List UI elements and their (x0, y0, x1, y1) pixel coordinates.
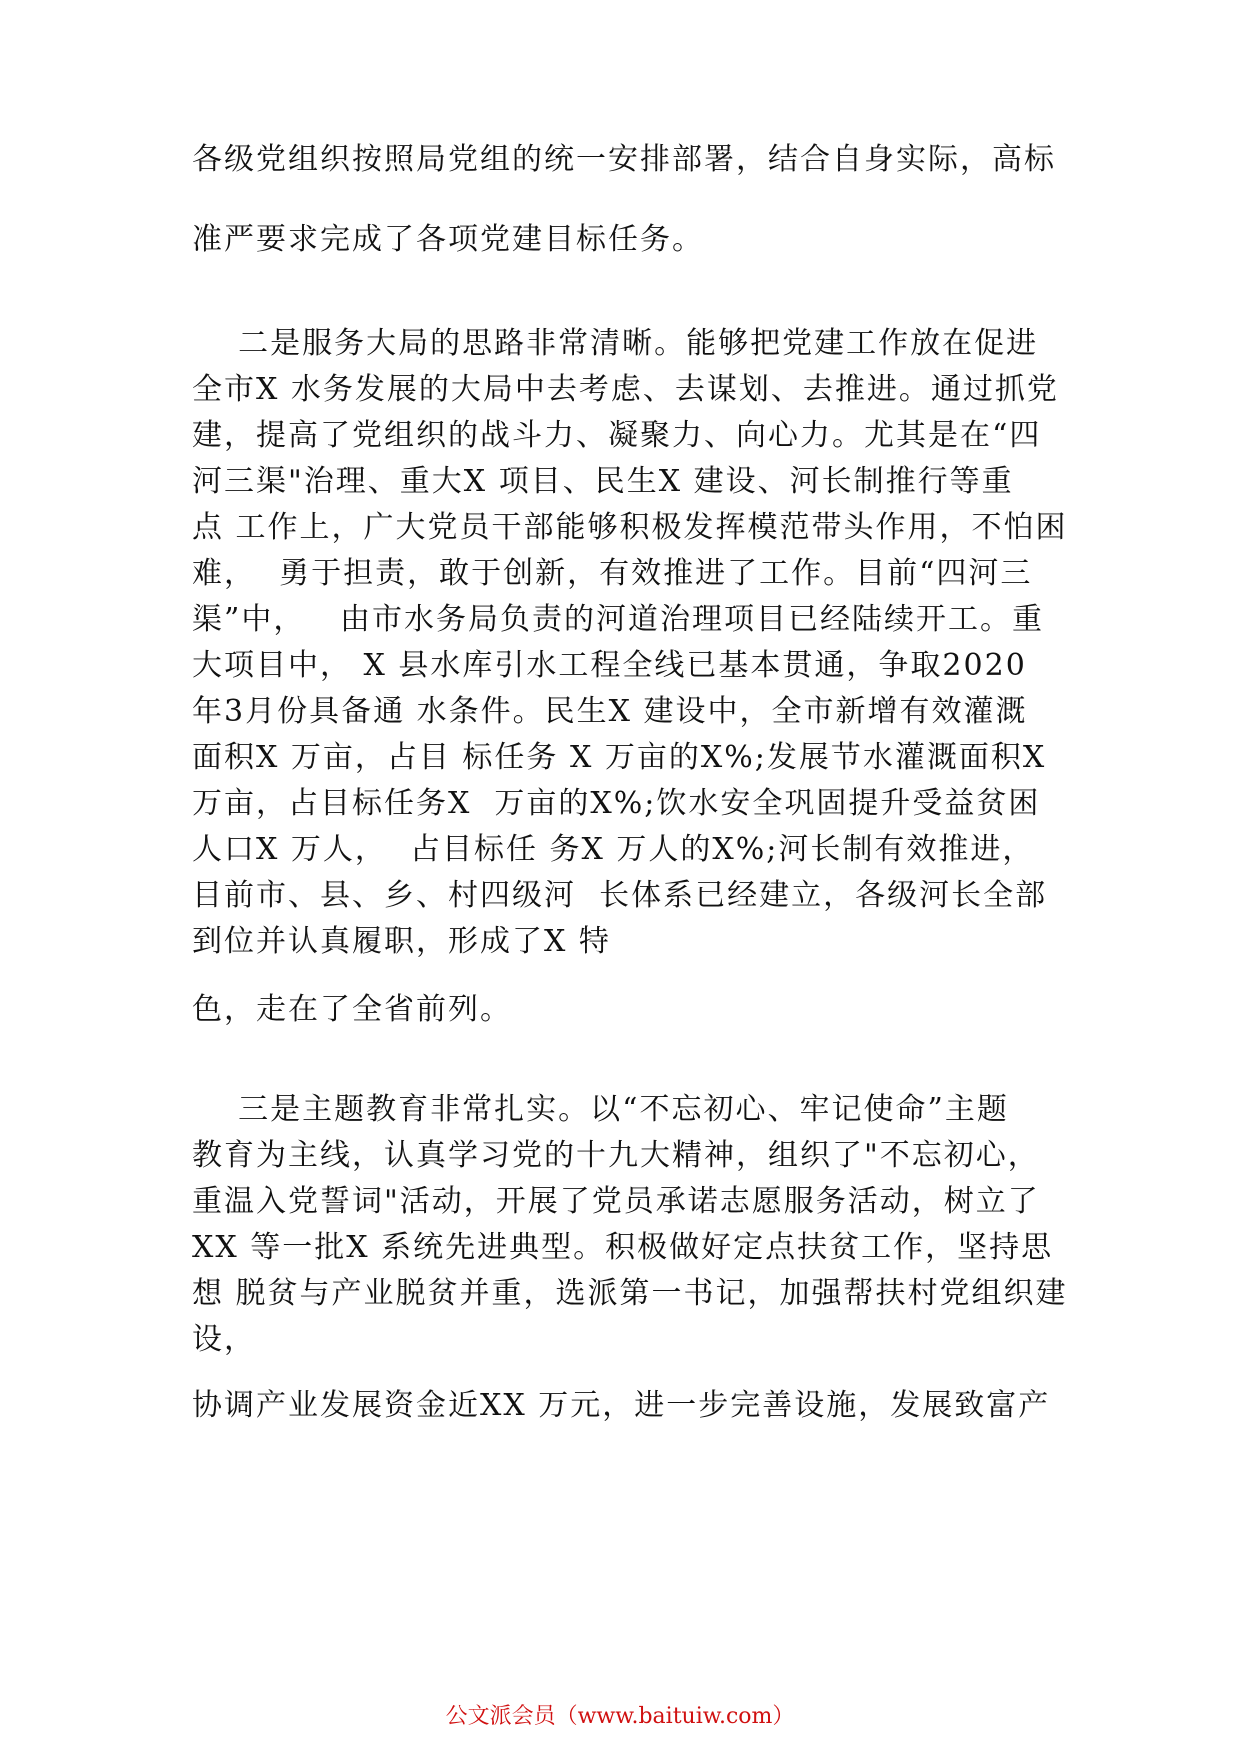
text-line: 点 工作上，广大党员干部能够积极发挥模范带头作用，不怕困 (192, 510, 1068, 545)
text-line: 色，走在了全省前列。 (192, 992, 512, 1027)
text-line: 设， (192, 1322, 256, 1357)
text-line: 人口X 万人， 占目标任 务X 万人的X%;河长制有效推进， (192, 832, 1035, 867)
text-line: 协调产业发展资金近XX 万元，进一步完善设施，发展致富产 (192, 1388, 1051, 1423)
text-line: 全市X 水务发展的大局中去考虑、去谋划、去推进。通过抓党 (192, 372, 1059, 407)
text-line: 三是主题教育非常扎实。以“不忘初心、牢记使命”主题 (192, 1092, 1009, 1127)
footer-watermark: 公文派会员（www.baituiw.com） (445, 1704, 795, 1729)
text-line: 目前市、县、乡、村四级河 长体系已经建立，各级河长全部 (192, 878, 1048, 913)
text-line: 渠”中， 由市水务局负责的河道治理项目已经陆续开工。重 (192, 602, 1044, 637)
text-line: 大项目中， X 县水库引水工程全线已基本贯通，争取2020 (192, 648, 1027, 683)
text-line: 各级党组织按照局党组的统一安排部署，结合自身实际，高标 (192, 142, 1056, 177)
text-line: 面积X 万亩，占目 标任务 X 万亩的X%;发展节水灌溉面积X (192, 740, 1047, 775)
text-line: 难， 勇于担责，敢于创新，有效推进了工作。目前“四河三 (192, 556, 1033, 591)
text-line: 万亩，占目标任务X 万亩的X%;饮水安全巩固提升受益贫困 (192, 786, 1041, 821)
text-line: 想 脱贫与产业脱贫并重，选派第一书记，加强帮扶村党组织建 (192, 1276, 1068, 1311)
text-line: 重温入党誓词"活动，开展了党员承诺志愿服务活动，树立了 (192, 1184, 1040, 1219)
text-line: 教育为主线，认真学习党的十九大精神，组织了"不忘初心， (192, 1138, 1040, 1173)
text-line: 建，提高了党组织的战斗力、凝聚力、向心力。尤其是在“四 (192, 418, 1042, 453)
text-line: 年3月份具备通 水条件。民生X 建设中，全市新增有效灌溉 (192, 694, 1028, 729)
text-line: XX 等一批X 系统先进典型。积极做好定点扶贫工作，坚持思 (192, 1230, 1054, 1265)
text-line: 二是服务大局的思路非常清晰。能够把党建工作放在促进 (192, 326, 1039, 361)
text-line: 河三渠"治理、重大X 项目、民生X 建设、河长制推行等重 (192, 464, 1014, 499)
text-line: 到位并认真履职，形成了X 特 (192, 924, 611, 959)
text-line: 准严要求完成了各项党建目标任务。 (192, 222, 704, 257)
